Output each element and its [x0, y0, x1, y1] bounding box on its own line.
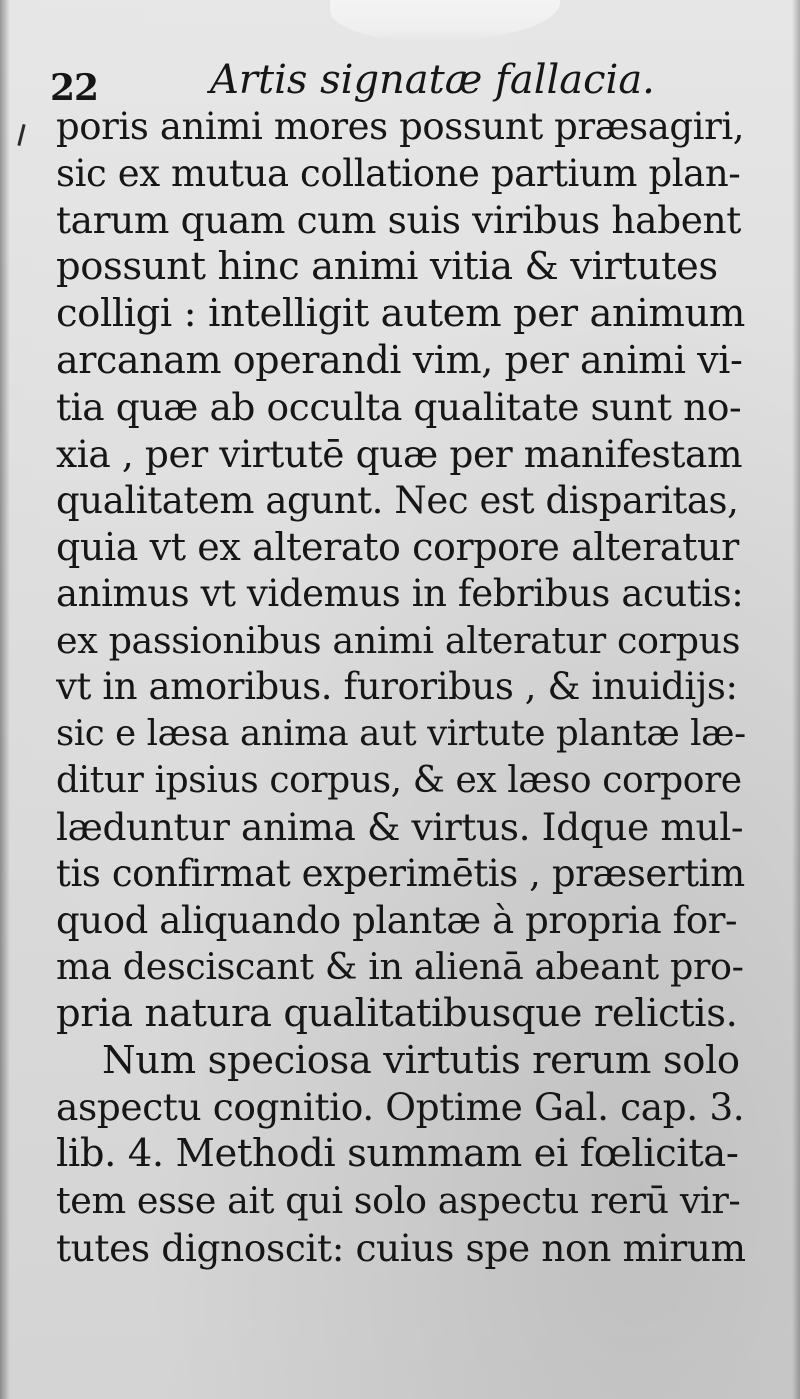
page-edge-shadow-right	[792, 0, 800, 1399]
text-line: pria natura qualitatibusque relictis.	[56, 991, 738, 1037]
text-line: sic ex mutua collatione partium plan-	[56, 151, 741, 195]
text-line: lib. 4. Methodi summam ei fœlicita-	[56, 1131, 739, 1177]
text-line: tem esse ait qui solo aspectu rerū vir-	[56, 1178, 741, 1222]
text-line: sic e læsa anima aut virtute plantæ læ-	[56, 712, 746, 754]
running-head: Artis signatæ fallacia.	[210, 57, 655, 103]
text-line: quod aliquando plantæ à propria for-	[56, 898, 738, 942]
text-line: Num speciosa virtutis rerum solo	[102, 1037, 740, 1083]
text-line: tarum quam cum suis viribus habent	[56, 198, 741, 243]
text-block	[56, 104, 746, 1271]
text-line: qualitatem agunt. Nec est disparitas,	[56, 478, 739, 522]
text-line: ma desciscant & in alienā abeant pro-	[56, 945, 744, 989]
text-line: colligi : intelligit autem per animum	[56, 290, 745, 336]
text-line: aspectu cognitio. Optime Gal. cap. 3.	[56, 1085, 745, 1130]
text-line: xia , per virtutē quæ per manifestam	[56, 431, 743, 476]
text-line: ex passionibus animi alteratur corpus	[56, 618, 741, 662]
text-line: quia vt ex alterato corpore alteratur	[56, 525, 739, 570]
text-line: ditur ipsius corpus, & ex læso corpore	[56, 759, 742, 801]
text-line: vt in amoribus. furoribus , & inuidijs:	[56, 665, 738, 709]
text-line: læduntur anima & virtus. Idque mul-	[56, 805, 744, 850]
page-number: 22	[50, 67, 99, 109]
text-line: tia quæ ab occulta qualitate sunt no-	[56, 385, 742, 430]
margin-mark	[17, 124, 25, 146]
text-line: tis confirmat experimētis , præsertim	[56, 852, 745, 895]
text-line: arcanam operandi vim, per animi vi-	[56, 338, 743, 383]
text-line: possunt hinc animi vitia & virtutes	[56, 244, 718, 290]
torn-page-edge	[330, 0, 560, 42]
text-line: poris animi mores possunt præsagiri,	[56, 105, 745, 148]
text-line: tutes dignoscit: cuius spe non mirum	[56, 1225, 746, 1270]
page-edge-shadow-left	[0, 0, 10, 1399]
text-line: animus vt videmus in febribus acutis:	[56, 571, 744, 615]
